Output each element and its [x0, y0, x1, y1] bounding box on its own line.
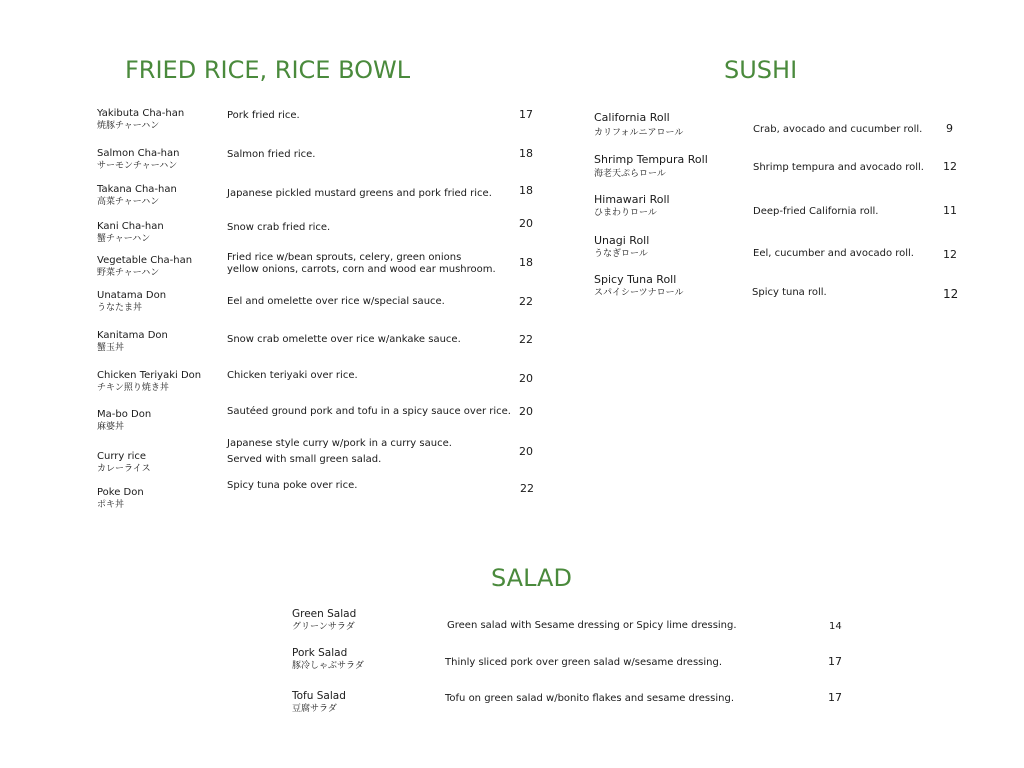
item-price: 17 [828, 691, 842, 704]
item-description: Salmon fried rice. [227, 149, 316, 160]
item-price: 12 [943, 160, 957, 173]
item-name: Salmon Cha-han [97, 148, 180, 159]
item-description: Chicken teriyaki over rice. [227, 370, 358, 381]
item-price: 14 [829, 621, 842, 632]
item-name-jp: うなぎロール [594, 249, 648, 259]
item-description: Snow crab fried rice. [227, 222, 331, 233]
item-description: Snow crab omelette over rice w/ankake sauce. [227, 334, 461, 345]
item-description: Spicy tuna poke over rice. [227, 480, 358, 491]
item-name-jp: 蟹チャーハン [97, 234, 151, 244]
item-name-jp: 海老天ぷらロール [594, 169, 666, 179]
item-name-jp: 麻婆丼 [97, 422, 125, 432]
item-description-line-2: Served with small green salad. [227, 454, 382, 465]
item-price: 12 [943, 287, 959, 301]
item-description: Japanese pickled mustard greens and pork fried rice. [227, 188, 492, 199]
item-description: Tofu on green salad w/bonito flakes and sesame dressing. [445, 693, 734, 704]
item-price: 20 [519, 405, 533, 418]
fried-rice-heading: FRIED RICE, RICE BOWL [125, 56, 411, 84]
item-price: 22 [520, 482, 534, 495]
item-price: 17 [519, 108, 533, 121]
item-price: 20 [519, 217, 533, 230]
item-name: Kani Cha-han [97, 221, 164, 232]
item-price: 9 [946, 122, 953, 135]
item-name: Himawari Roll [594, 193, 670, 206]
item-name: Unagi Roll [594, 234, 650, 247]
item-price: 11 [943, 204, 957, 217]
item-price: 18 [519, 256, 533, 269]
item-name-jp: サーモンチャーハン [97, 161, 178, 171]
item-name-jp: 豆腐サラダ [292, 704, 337, 714]
item-description-line-2: yellow onions, carrots, corn and wood ear mushroom. [227, 264, 496, 275]
item-name: Chicken Teriyaki Don [97, 370, 202, 381]
item-name-jp: チキン照り焼き丼 [97, 383, 169, 393]
item-price: 20 [519, 372, 533, 385]
item-price: 20 [519, 445, 533, 458]
item-description: Eel and omelette over rice w/special sauce. [227, 296, 445, 307]
item-description: Japanese style curry w/pork in a curry sauce. [227, 438, 452, 449]
item-name-jp: ひまわりロール [594, 208, 657, 218]
item-description: Crab, avocado and cucumber roll. [753, 124, 923, 135]
item-name-jp: 野菜チャーハン [97, 268, 160, 278]
item-name: Yakibuta Cha-han [97, 108, 185, 119]
item-description: Sautéed ground pork and tofu in a spicy sauce over rice. [227, 406, 511, 417]
item-name: Green Salad [292, 608, 357, 620]
item-name-jp: スパイシーツナロール [594, 288, 684, 298]
item-name-jp: 焼豚チャーハン [97, 121, 160, 131]
item-description: Fried rice w/bean sprouts, celery, green onions [227, 252, 462, 263]
item-name: Takana Cha-han [97, 184, 177, 195]
item-price: 22 [519, 333, 533, 346]
item-description: Spicy tuna roll. [752, 287, 827, 298]
item-description: Thinly sliced pork over green salad w/sesame dressing. [445, 657, 723, 668]
item-name: California Roll [594, 111, 670, 124]
item-name-jp: ポキ丼 [97, 500, 125, 510]
item-description: Pork fried rice. [227, 110, 300, 121]
item-name: Vegetable Cha-han [97, 255, 193, 266]
item-price: 18 [519, 147, 533, 160]
item-name-jp: 豚冷しゃぶサラダ [292, 661, 364, 671]
item-name: Kanitama Don [97, 330, 168, 341]
item-name-jp: うなたま丼 [97, 303, 143, 313]
item-name-jp: 高菜チャーハン [97, 197, 160, 207]
item-description: Shrimp tempura and avocado roll. [753, 162, 924, 173]
item-price: 17 [828, 655, 842, 668]
item-name: Spicy Tuna Roll [594, 273, 677, 286]
item-name: Ma-bo Don [97, 409, 152, 420]
item-name: Poke Don [97, 487, 144, 498]
item-description: Green salad with Sesame dressing or Spicy lime dressing. [447, 620, 737, 631]
item-name-jp: カリフォルニアロール [594, 128, 684, 138]
salad-heading: SALAD [491, 564, 572, 592]
item-price: 18 [519, 184, 533, 197]
item-price: 22 [519, 295, 533, 308]
item-name-jp: グリーンサラダ [292, 622, 355, 632]
sushi-heading: SUSHI [724, 56, 798, 84]
item-description: Deep-fried California roll. [753, 206, 879, 217]
item-name: Unatama Don [97, 290, 167, 301]
item-price: 12 [943, 248, 957, 261]
item-name: Tofu Salad [292, 690, 346, 702]
item-name-jp: カレーライス [97, 464, 151, 474]
item-description: Eel, cucumber and avocado roll. [753, 248, 914, 259]
item-name: Shrimp Tempura Roll [594, 153, 708, 166]
item-name: Curry rice [97, 451, 147, 462]
item-name: Pork Salad [292, 647, 348, 659]
item-name-jp: 蟹玉丼 [97, 343, 125, 353]
